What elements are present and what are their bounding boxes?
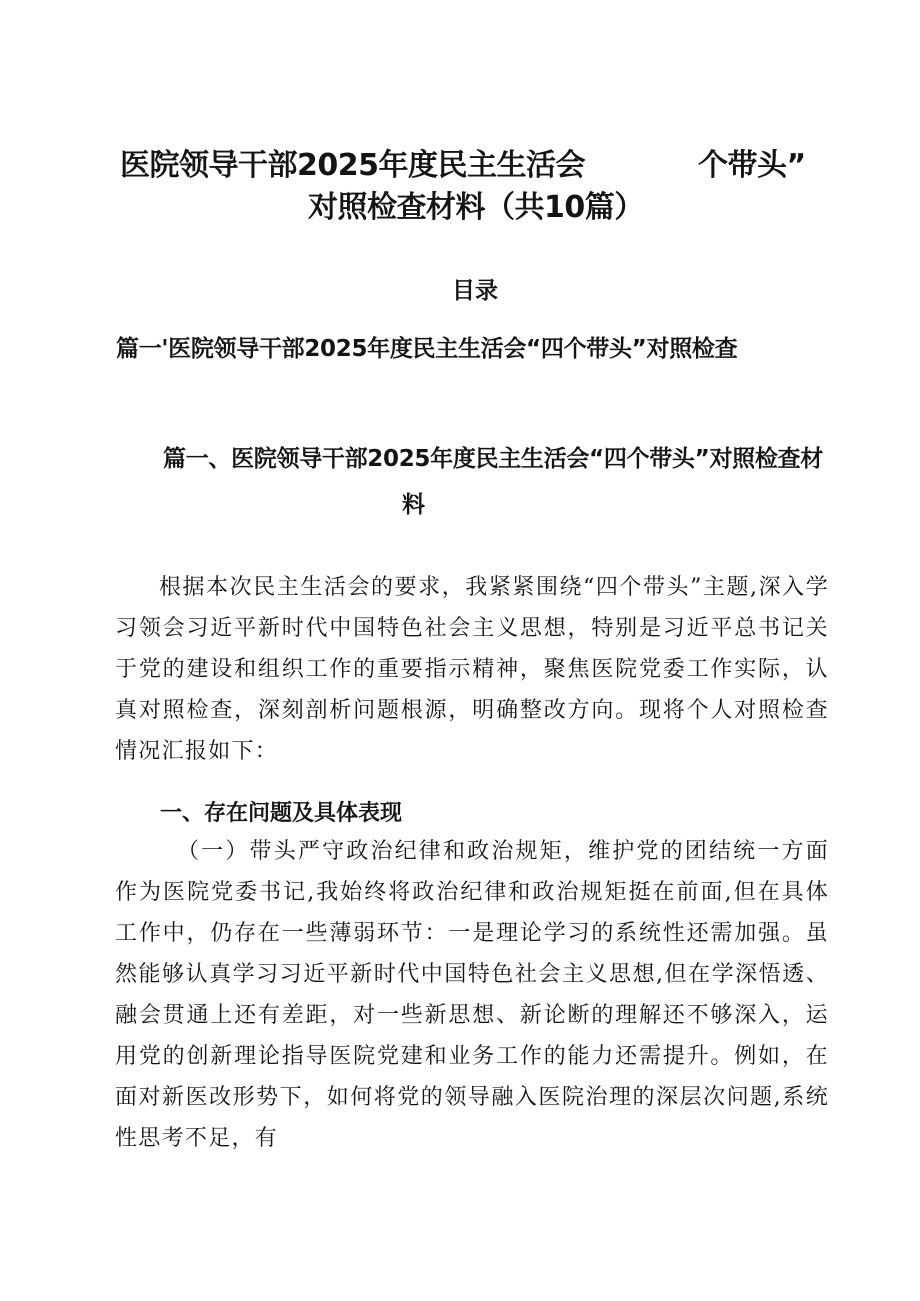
document-title-line2: 对照检查材料（共10篇） xyxy=(308,190,644,225)
toc-heading: 目录 xyxy=(452,278,498,304)
subheading-problems: 一、存在问题及具体表现 xyxy=(160,801,403,826)
section-title-line1: 篇一、医院领导干部2025年度民主生活会“四个带头”对照检查材 xyxy=(163,446,823,472)
section-title-line2: 料 xyxy=(402,492,425,518)
document-title-line1-left: 医院领导干部2025年度民主生活会 xyxy=(120,148,585,183)
intro-paragraph: 根据本次民主生活会的要求，我紧紧围绕“四个带头”主题,深入学习领会习近平新时代中国特色社会主义思想，特别是习近平总书记关于党的建设和组织工作的重要指示精神，聚焦医院党委工作实际，认真对照检查，深刻剖析问题根源，明确整改方向。现将个人对照检查情况汇报如下： xyxy=(115,575,829,764)
problem-paragraph-1: （一）带头严守政治纪律和政治规矩，维护党的团结统一方面作为医院党委书记,我始终将政治纪律和政治规矩挺在前面,但在具体工作中，仍存在一些薄弱环节：一是理论学习的系统性还需加强。虽然能够认真学习习近平新时代中国特色社会主义思想,但在学深悟透、融会贯通上还有差距，对一些新思想、新论断的理解还不够深入，运用党的创新理论指导医院党建和业务工作的能力还需提升。例如，在面对新医改形势下，如何将党的领导融入医院治理的深层次问题,系统性思考不足，有 xyxy=(115,839,829,1151)
toc-entry-1[interactable]: 篇一'医院领导干部2025年度民主生活会“四个带头”对照检查 xyxy=(116,336,738,362)
document-title-line1-right: 个带头” xyxy=(698,148,806,183)
